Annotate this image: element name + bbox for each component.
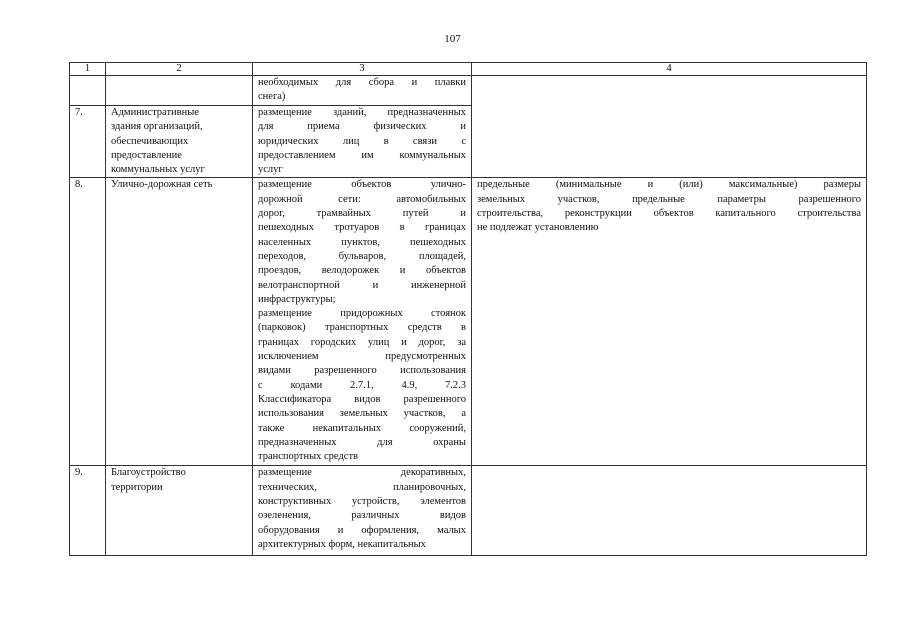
parameters-line: предельные (минимальные и (или) максимальные) размеры [477, 179, 861, 191]
use-type-name [106, 178, 253, 466]
table-row [70, 178, 867, 466]
name-line: предоставление [111, 149, 182, 161]
description-line: размещение зданий, предназначенных [258, 107, 466, 118]
row-number: 7. [70, 106, 106, 178]
description-line: транспортных средств [258, 451, 359, 463]
name-line: территории [111, 481, 163, 493]
use-type-description [253, 466, 472, 556]
description-line: с кодами 2.7.1, 4.9, 7.2.3 [258, 379, 466, 391]
description-line: технических, планировочных, [258, 481, 466, 493]
description-line: для приема физических и [258, 121, 466, 133]
description-line: архитектурных форм, некапитальных [258, 538, 426, 550]
column-header: 4 [472, 63, 867, 76]
regulations-table [69, 62, 867, 556]
description-line: исключением предусмотренных [258, 351, 466, 363]
description-line: озеленения, различных видов [258, 510, 466, 522]
parameters-line: земельных участков, предельные параметры разрешенного [477, 193, 861, 205]
description-line: использования земельных участков, а [258, 408, 466, 420]
description-line: проездов, велодорожек и объектов [258, 265, 466, 277]
table-row [70, 76, 867, 106]
description-line: также некапитальных сооружений, [258, 422, 466, 434]
name-line: Административные [111, 107, 199, 118]
use-type-name [106, 76, 253, 106]
use-type-description [253, 76, 472, 106]
description-line: предназначенных для охраны [258, 436, 466, 448]
description-line: размещение декоративных, [258, 467, 466, 479]
page-number: 107 [444, 33, 461, 45]
parameters-line: строительства, реконструкции объектов капитального строительства [477, 208, 861, 220]
use-type-description [253, 106, 472, 178]
description-line: предоставлением им коммунальных [258, 149, 466, 161]
use-type-name [106, 466, 253, 556]
row-number: 8. [70, 178, 106, 466]
description-line: видами разрешенного использования [258, 365, 466, 377]
description-line: дорог, трамвайных путей и [258, 208, 466, 220]
description-line: необходимых для сбора и плавки [258, 77, 466, 88]
use-type-description [253, 178, 472, 466]
parameters-cell [472, 76, 867, 178]
row-number: 9. [70, 466, 106, 556]
column-header: 3 [253, 63, 472, 76]
description-line: конструктивных устройств, элементов [258, 496, 466, 508]
description-line: инфраструктуры; [258, 293, 336, 305]
description-line: Классификатора видов разрешенного [258, 393, 466, 405]
table-row [70, 466, 867, 556]
parameters-line: не подлежат установлению [477, 222, 599, 234]
name-line: Благоустройство [111, 467, 186, 479]
column-header: 1 [70, 63, 106, 76]
description-line: оборудования и оформления, малых [258, 524, 466, 536]
description-line: размещение придорожных стоянок [258, 308, 466, 320]
description-line: границах городских улиц и дорог, за [258, 336, 466, 348]
description-line: переходов, бульваров, площадей, [258, 250, 466, 262]
description-line: населенных пунктов, пешеходных [258, 236, 466, 248]
parameters-cell [472, 466, 867, 556]
parameters-cell [472, 178, 867, 466]
description-line: пешеходных тротуаров в границах [258, 222, 466, 234]
description-line: юридических лиц в связи с [258, 135, 466, 147]
name-line: коммунальных услуг [111, 164, 205, 176]
row-number [70, 76, 106, 106]
description-line: (парковок) транспортных средств в [258, 322, 466, 334]
name-line: обеспечивающих [111, 135, 189, 147]
description-line: услуг [258, 164, 283, 176]
column-header: 2 [106, 63, 253, 76]
column-number-row [70, 63, 867, 76]
description-line: велотранспортной и инженерной [258, 279, 466, 291]
use-type-name [106, 106, 253, 178]
description-line: дорожной сети: автомобильных [258, 193, 466, 205]
description-line: размещение объектов улично- [258, 179, 466, 191]
name-line: здания организаций, [111, 121, 203, 133]
description-line: снега) [258, 91, 286, 103]
name-line: Улично-дорожная сеть [111, 179, 213, 191]
